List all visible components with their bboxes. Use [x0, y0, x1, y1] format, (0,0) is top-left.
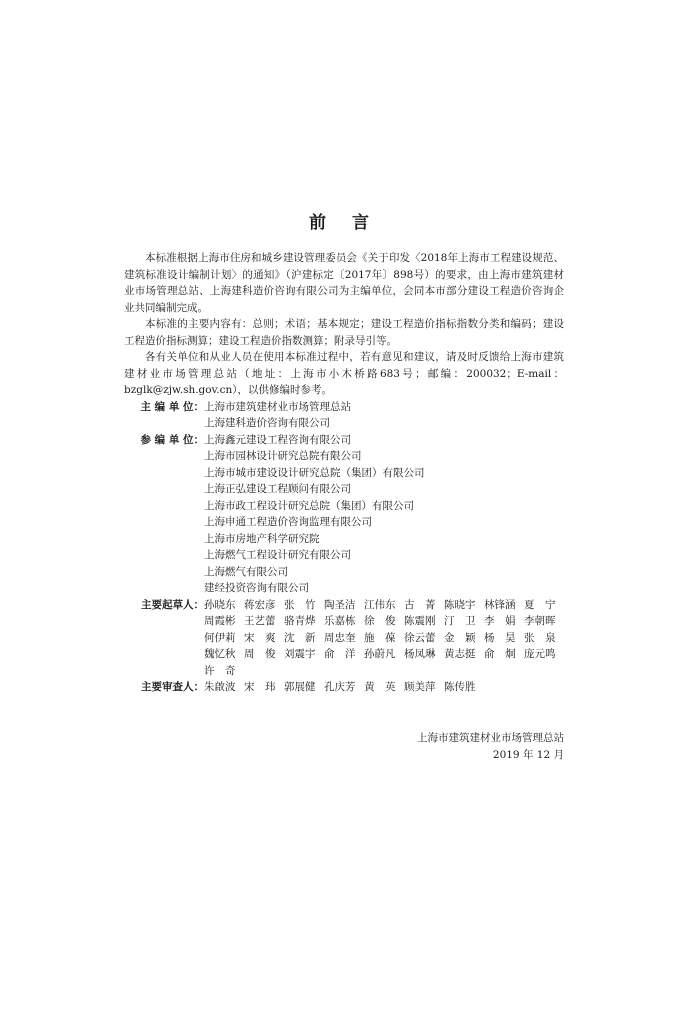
reviewers: [124, 679, 564, 696]
participating-units-label: 参 编 单 位：: [140, 433, 204, 446]
participating-units-list: [204, 432, 564, 597]
participating-unit: 建经投资咨询有限公司: [204, 582, 309, 594]
drafter-name: 李朝晖: [524, 615, 556, 627]
participating-unit: 上海市城市建设设计研究总院（集团）有限公司: [204, 466, 425, 479]
drafter-name: 刘震宇: [284, 648, 316, 660]
drafters: [124, 597, 564, 680]
chief-units-list: [204, 399, 564, 432]
paragraph-basis: 本标准根据上海市住房和城乡建设管理委员会《关于印发〈2018年上海市工程建设规范、建筑标准设计编制计划〉的通知》（沪建标定〔2017年〕898号）的要求，由上海市建筑建材业市场管理总站、上海建科造价咨询有限公司为主编单位，会同本市部分建设工程造价咨询企业共同编制完成。: [124, 252, 564, 314]
drafter-name: 李 娟: [484, 615, 516, 627]
drafter-name: 杨 昊: [484, 631, 516, 644]
drafter-name: 魏忆秋: [204, 648, 236, 660]
drafter-name: 施 葆: [364, 631, 396, 644]
participating-unit: 上海燃气工程设计研究有限公司: [204, 549, 351, 561]
reviewers-label: 主要审查人：: [141, 681, 204, 693]
reviewer-name: 陈传胜: [444, 681, 476, 693]
drafter-name: 王艺蕾: [244, 615, 276, 627]
participating-unit: 上海市政工程设计研究总院（集团）有限公司: [204, 499, 414, 512]
participating-units: [124, 432, 564, 597]
drafter-name: 张 竹: [284, 598, 316, 611]
paragraph-contents: 本标准的主要内容有：总则；术语；基本规定；建设工程造价指标指数分类和编码；建设工程造价指标测算；建设工程造价指数测算；附录导引等。: [124, 318, 564, 347]
drafter-name: 俞 炯: [484, 648, 516, 660]
chief-units-label: 主 编 单 位：: [140, 400, 204, 413]
drafter-name: 江伟东: [364, 598, 396, 611]
participating-unit: 上海正弘建设工程顾问有限公司: [204, 483, 351, 495]
drafter-name: 何伊莉: [204, 631, 236, 644]
drafter-name: 周忠奎: [324, 631, 356, 644]
chief-units: [124, 399, 564, 432]
preface-body: [124, 250, 564, 696]
drafter-name: 许 奇: [204, 664, 236, 677]
issuing-organization: 上海市建筑建材业市场管理总站: [417, 732, 564, 744]
drafter-name: 陶圣洁: [324, 598, 356, 611]
drafter-name: 黄志挺: [444, 648, 476, 660]
drafter-name: 林锋涵: [484, 598, 516, 611]
signature-block: [417, 730, 564, 764]
drafter-name: 陈晓宇: [444, 598, 476, 611]
drafter-name: 古 菁: [404, 598, 436, 611]
drafter-name: 宋 爽: [244, 631, 276, 644]
drafter-name: 杨凤琳: [404, 648, 436, 660]
participating-unit: 上海申通工程造价咨询监理有限公司: [204, 516, 372, 528]
drafter-name: 俞 洋: [324, 648, 356, 660]
drafter-name: 夏 宁: [524, 598, 556, 611]
drafter-name: 孙蔚凡: [364, 648, 396, 660]
reviewer-name: 顾美萍: [404, 681, 436, 693]
reviewer-name: 宋 玮: [244, 681, 276, 693]
reviewers-list: [204, 679, 564, 696]
drafter-name: 蒋宏彦: [244, 598, 276, 611]
drafter-name: 庞元鸣: [524, 648, 556, 660]
drafter-name: 徐 俊: [364, 615, 396, 627]
drafter-name: 孙晓东: [204, 598, 236, 611]
drafters-label: 主要起草人：: [141, 598, 204, 611]
drafter-name: 骆青烨: [284, 615, 316, 627]
reviewer-name: 郭展健: [284, 681, 316, 693]
drafter-name: 徐云蕾: [404, 631, 436, 644]
participating-unit: 上海市园林设计研究总院有限公司: [204, 450, 362, 462]
page-title: 前 言: [309, 213, 379, 233]
reviewer-name: 孔庆芳: [324, 681, 356, 693]
participating-unit: 上海鑫元建设工程咨询有限公司: [204, 433, 351, 446]
drafter-name: 乐嘉栋: [324, 615, 356, 627]
issue-date: 2019 年 12 月: [492, 749, 564, 761]
drafter-name: 金 颖: [444, 631, 476, 644]
drafter-name: 周霞彬: [204, 615, 236, 627]
drafter-name: 陈震刚: [404, 615, 436, 627]
drafter-name: 周 俊: [244, 648, 276, 660]
drafter-name: 沈 新: [284, 631, 316, 644]
chief-unit: 上海建科造价咨询有限公司: [204, 417, 330, 429]
reviewer-name: 黄 英: [364, 681, 396, 693]
drafter-name: 张 泉: [524, 631, 556, 644]
contributors-section: [124, 399, 564, 696]
drafter-name: 汀 卫: [444, 615, 476, 627]
paragraph-feedback: 各有关单位和从业人员在使用本标准过程中，若有意见和建议，请及时反馈给上海市建筑建材业市场管理总站（地址：上海市小木桥路683号；邮编：200032；E-mail：bzglk@zjw.sh.gov.cn），以供修编时参考。: [124, 351, 564, 396]
participating-unit: 上海燃气有限公司: [204, 565, 288, 578]
chief-unit: 上海市建筑建材业市场管理总站: [204, 400, 351, 413]
drafters-list: [204, 597, 564, 680]
reviewer-name: 朱啟波: [204, 681, 236, 693]
participating-unit: 上海市房地产科学研究院: [204, 532, 320, 545]
